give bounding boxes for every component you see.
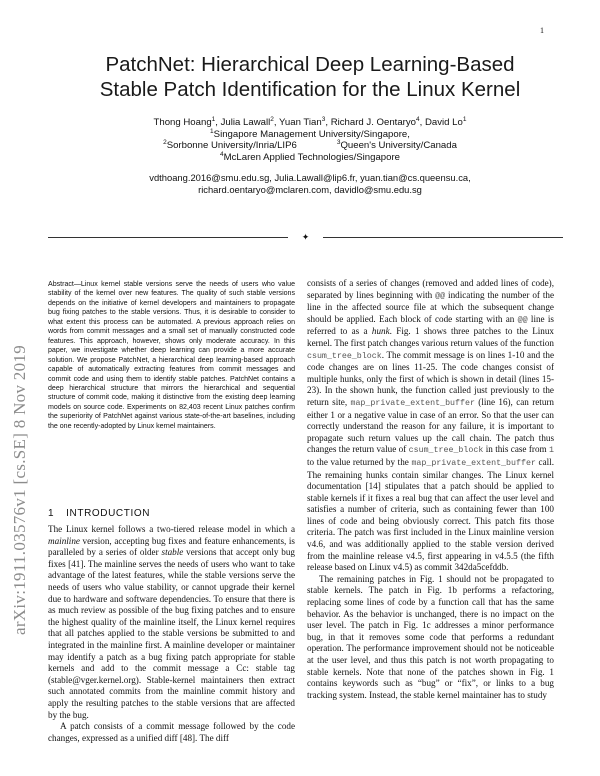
title-line-1: PatchNet: Hierarchical Deep Learning-Based bbox=[105, 53, 515, 76]
right-column-text bbox=[307, 278, 554, 701]
author-name: Thong Hoang bbox=[153, 117, 212, 128]
author-block bbox=[40, 117, 580, 163]
author-names: Thong Hoang$^1$, Julia Lawall$^2$, Yuan Tian$^3$, Richard J. Oentaryo$^4$, David Lo$^1$ bbox=[153, 115, 467, 128]
arxiv-watermark bbox=[0, 250, 40, 730]
email-block bbox=[40, 172, 580, 195]
section-separator bbox=[48, 233, 563, 243]
paper-title bbox=[40, 52, 580, 102]
separator-rule-left bbox=[48, 237, 288, 238]
author-sup: 4 bbox=[416, 115, 420, 123]
section-title: INTRODUCTION bbox=[66, 508, 151, 519]
author-sup: 3 bbox=[321, 115, 326, 123]
affiliation-2: $^2$Sorbonne University/Inria/LIP6 bbox=[163, 139, 297, 152]
author-sup: 1 bbox=[462, 115, 467, 123]
intro-paragraph-2: A patch consists of a commit message followed by the code changes, expressed as a unified diff [48]. The diff bbox=[48, 721, 295, 743]
affiliation-3: $^3$Queen's University/Canada bbox=[336, 139, 457, 152]
title-line-2: Stable Patch Identification for the Linux Kernel bbox=[99, 78, 521, 101]
email-line-1: vdthoang.2016@smu.edu.sg, Julia.Lawall@lip6.fr, yuan.tian@cs.queensu.ca, bbox=[149, 172, 471, 183]
section-heading-introduction bbox=[48, 508, 150, 519]
right-paragraph-2: The remaining patches in Fig. 1 should not be propagated to stable kernels. The patch in Fig. 1b performs a refactoring, replacing some lines of code by a function call that has the same behavior. As the behavior is unchanged, there is no impact on the user level. The patch in Fig. 1c addresses a minor performance bug, in that it removes some code that performs a redundant operation. The performance improvement should not be noticeable at the user level, and thus this patch is not worth propagating to stable kernels. Note that none of the patches shown in Fig. 1 contains keywords such as “bug” or “fix”, or links to a bug tracking system. Instead, the stable kernel maintainer has to study bbox=[307, 573, 554, 700]
introduction-text bbox=[48, 524, 295, 744]
author-name: Yuan Tian bbox=[279, 117, 322, 128]
author-name: David Lo bbox=[424, 117, 463, 128]
arxiv-identifier: arXiv:1911.03576v1 [cs.SE] 8 Nov 2019 bbox=[10, 345, 29, 635]
separator-diamond-icon: ✦ bbox=[301, 233, 310, 243]
email-line-2: richard.oentaryo@mclaren.com, davidlo@smu.edu.sg bbox=[198, 183, 422, 195]
right-paragraph-1: consists of a series of changes (removed and added lines of code), separated by lines beginning with @@ indicating the number of the line in the affected source file at which the subsequent change should be applied. Each block of code starting with an @@ line is referred to as a hunk. Fig. 1 shows three patches to the Linux kernel. The first patch changes various return values of the function csum_tree_block. The commit message is on lines 1-10 and the code changes are on lines 11-25. The code changes consist of multiple hunks, only the first of which is shown in detail (lines 15-23). In the shown hunk, the function called just previously to the return site, map_private_extent_buffer (line 16), can return either 1 or a negative value in case of an error. So that the user can correctly understand the reason for any failure, it is important to propagate such return values up the call chain. The patch thus changes the return value of csum_tree_block in this case from 1 to the value returned by the map_private_extent_buffer call. The remaining hunks contain similar changes. The Linux kernel documentation [14] stipulates that a patch should be applied to stable kernels if it fixes a real bug that can affect the user level and satisfies a number of criteria, such as containing fewer than 100 lines of code and being obviously correct. This patch fits those criteria. The patch was first included in the Linux mainline version v4.6, and was additionally applied to the stable version derived from the mainline release v4.5, first appearing in v4.5.5 (the fifth release based on Linux v4.5) as commit 342da5cefddb. bbox=[307, 278, 555, 573]
affiliation-1: $^1$Singapore Management University/Singapore, bbox=[210, 127, 410, 140]
affiliation-4: $^4$McLaren Applied Technologies/Singapore bbox=[220, 150, 400, 163]
separator-rule-right bbox=[323, 237, 563, 238]
affiliation-row bbox=[40, 140, 580, 152]
abstract-text: —Linux kernel stable versions serve the needs of users who value stability of the kernel over new features. The quality of such stable versions depends on the initiative of kernel developers and maintainers to propagate bug fixing patches to the stable versions. Thus, it is desirable to consider to what extent this process can be automated. A previous approach relies on words from commit messages and a small set of manually constructed code features. This approach, however, shows only moderate accuracy. In this paper, we investigate whether deep learning can provide a more accurate solution. We propose PatchNet, a hierarchical deep learning-based approach capable of automatically extracting features from commit messages and commit code and using them to identify stable patches. PatchNet contains a deep hierarchical structure that mirrors the hierarchical and sequential structure of commit code, making it distinctive from the existing deep learning models on source code. Experiments on 82,403 recent Linux patches confirm the superiority of PatchNet against various state-of-the-art baselines, including the one recently-adopted by Linux kernel maintainers. bbox=[48, 281, 295, 430]
intro-paragraph-1: The Linux kernel follows a two-tiered release model in which a mainline version, accepting bug fixes and feature enhancements, is paralleled by a series of older stable versions that accept only bug fixes [41]. The mainline serves the needs of users who want to take advantage of the latest features, while the stable versions serve the needs of users who value stability, or cannot upgrade their kernel due to hardware and software dependencies. To ensure that there is as much review as possible of the bug fixing patches and to ensure the highest quality of the mainline itself, the Linux kernel requires that all patches applied to the stable versions be submitted to and integrated in the mainline first. A mainline developer or maintainer may identify a patch as a bug fixing patch appropriate for stable kernels and add to the commit message a Cc: stable tag (stable@vger.kernel.org). Stable-kernel maintainers then extract such annotated commits from the mainline commit history and apply the resulting patches to the stable versions that are affected by the bug. bbox=[48, 524, 295, 720]
author-sup: 1 bbox=[211, 115, 216, 123]
author-sup: 2 bbox=[270, 115, 274, 123]
section-number: 1 bbox=[48, 508, 55, 519]
page-number: 1 bbox=[540, 26, 544, 35]
abstract bbox=[48, 280, 295, 431]
author-name: Richard J. Oentaryo bbox=[330, 117, 417, 128]
author-name: Julia Lawall bbox=[220, 117, 271, 128]
abstract-label: Abstract bbox=[48, 281, 74, 288]
